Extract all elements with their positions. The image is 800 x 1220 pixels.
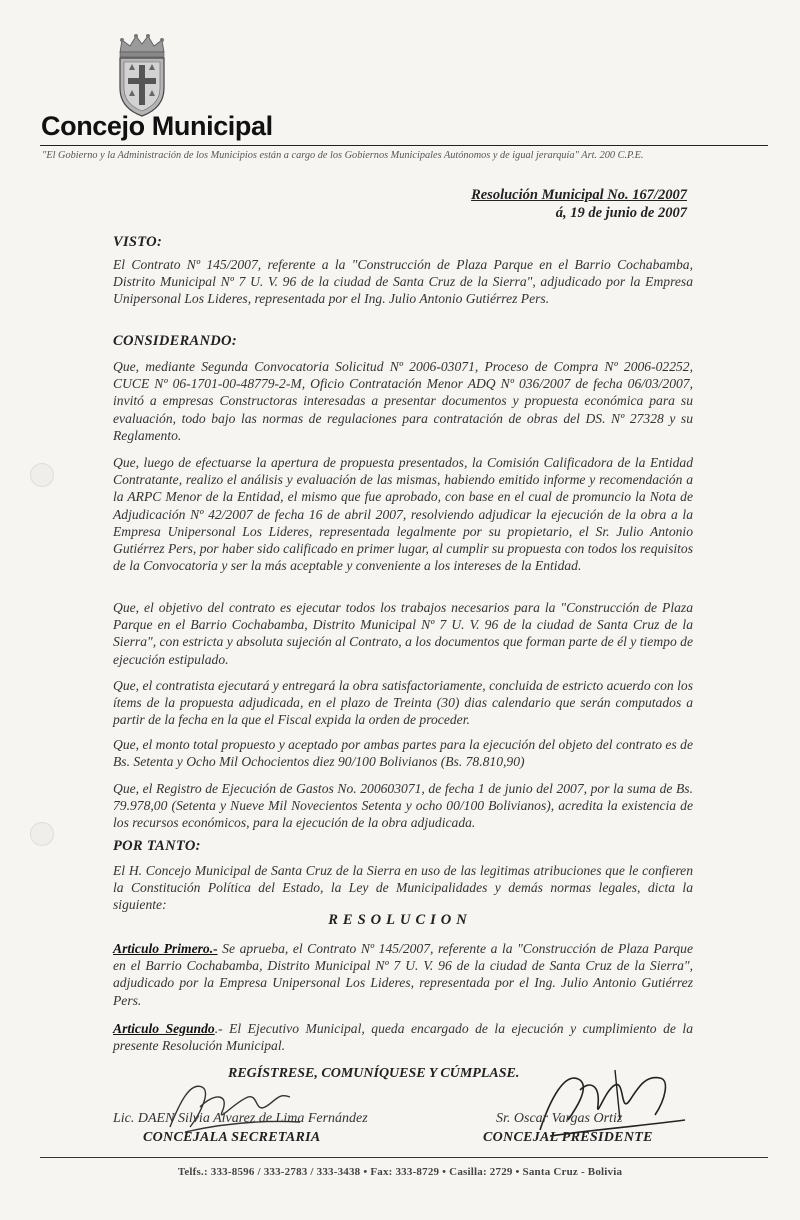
punch-hole-mark bbox=[30, 822, 54, 846]
article-first bbox=[113, 940, 693, 1009]
header-motto: "El Gobierno y la Administración de los Municipios están a cargo de los Gobiernos Municipales Autónomos y de igual jerarquía" Art. 200 C.P.E. bbox=[42, 150, 644, 161]
presidente-name: Sr. Oscar Vargas Ortiz bbox=[496, 1111, 623, 1126]
article-second bbox=[113, 1020, 693, 1054]
considerando-paragraph: Que, el contratista ejecutará y entregará la obra satisfactoriamente, concluida de estricto acuerdo con los ítems de la propuesta adjudicada, en el plazo de Treinta (30) dias calendario que serán computados a partir de la fecha en la que el Fiscal expida la orden de proceder. bbox=[113, 678, 693, 728]
visto-heading: VISTO: bbox=[113, 234, 163, 250]
considerando-paragraph: Que, el monto total propuesto y aceptado por ambas partes para la ejecución del objeto del contrato es de Bs. Setenta y Ocho Mil Ochocientos diez 90/100 Bolivianos (Bs. 78.810,90) bbox=[113, 737, 693, 770]
footer-contact: Telfs.: 333-8596 / 333-2783 / 333-3438 • Fax: 333-8729 • Casilla: 2729 • Santa Cruz - Bolivia bbox=[177, 1166, 623, 1178]
punch-hole-mark bbox=[30, 463, 54, 487]
por-tanto-heading: POR TANTO: bbox=[113, 838, 201, 854]
resolution-date: á, 19 de junio de 2007 bbox=[555, 205, 687, 221]
article-first-text: Se aprueba, el Contrato Nº 145/2007, referente a la "Construcción de Plaza Parque en el Barrio Cochabamba, Distrito Municipal Nº 7 U. V. 96 de la ciudad de Santa Cruz de la Sierra", adjudicado por la Empresa Unipersonal Los Lideres, representada por el Ing. Julio Antonio Gutiérrez Pers. bbox=[113, 941, 693, 1008]
article-first-label: Articulo Primero.- bbox=[113, 941, 218, 956]
article-second-label: Articulo Segundo bbox=[113, 1021, 215, 1036]
resolution-number: Resolución Municipal No. 167/2007 bbox=[471, 187, 687, 203]
secretaria-title: CONCEJALA SECRETARIA bbox=[143, 1130, 321, 1145]
closing-formula: REGÍSTRESE, COMUNÍQUESE Y CÚMPLASE. bbox=[228, 1066, 520, 1081]
considerando-paragraph: Que, mediante Segunda Convocatoria Solicitud Nº 2006-03071, Proceso de Compra Nº 2006-02252, CUCE Nº 06-1701-00-48779-2-M, Oficio Contratación Menor ADQ Nº 036/2007 de fecha 06/03/2007, invitó a empresas Constructoras interesadas a presentar documentos y propuesta económica para su evaluación, todo bajo las normas de regulaciones para contratación de obras del DS. Nº 27328 y su Reglamento. bbox=[113, 359, 693, 443]
secretaria-name: Lic. DAEN Silvia Alvarez de Lima Fernández bbox=[113, 1111, 368, 1126]
header-rule bbox=[40, 145, 768, 146]
article-second-text: .- El Ejecutivo Municipal, queda encargado de la ejecución y cumplimiento de la presente Resolución Municipal. bbox=[113, 1021, 693, 1054]
footer-rule bbox=[40, 1157, 768, 1158]
municipal-crest-icon bbox=[112, 32, 172, 118]
por-tanto-text: El H. Concejo Municipal de Santa Cruz de la Sierra en uso de las legitimas atribuciones que le confieren la Constitución Política del Estado, la Ley de Municipalidades y demás normas legales, dicta la siguiente: bbox=[113, 863, 693, 913]
visto-text: El Contrato Nº 145/2007, referente a la "Construcción de Plaza Parque en el Barrio Cochabamba, Distrito Municipal Nº 7 U. V. 96 de la ciudad de Santa Cruz de la Sierra", adjudicado por la Empresa Unipersonal Los Lideres, representada por el Ing. Julio Antonio Gutiérrez Pers. bbox=[113, 257, 693, 307]
considerando-heading: CONSIDERANDO: bbox=[113, 333, 237, 349]
considerando-paragraph: Que, el objetivo del contrato es ejecutar todos los trabajos necesarios para la "Construcción de Plaza Parque en el Barrio Cochabamba, Distrito Municipal Nº 7 U. V. 96 de la ciudad de Santa Cruz de la Sierra", con estricta y absoluta sujeción al Contrato, a los documentos que forman parte de él y tiempo de ejecución estipulado. bbox=[113, 600, 693, 667]
considerando-paragraph: Que, luego de efectuarse la apertura de propuesta presentados, la Comisión Calificadora de la Entidad Contratante, realizo el análisis y evaluación de las mismas, habiendo emitido informe y recomendación a la ARPC Menor de la Entidad, el mismo que fue aprobado, con base en el cual de promuncio la Nota de Adjudicación Nº 42/2007 de fecha 16 de abril 2007, resolviendo adjudicar la ejecución de la obra a la Empresa Unipersonal Los Lideres, representada legalmente por su propietario, el Sr. Julio Antonio Gutiérrez Pers, por haber sido calificado en primer lugar, al cumplir su propuesta con todos los requisitos de la Convocatoria y ser la más aceptable y conveniente a los intereses de la Entidad. bbox=[113, 455, 693, 574]
considerando-paragraph: Que, el Registro de Ejecución de Gastos No. 200603071, de fecha 1 de junio del 2007, por la suma de Bs. 79.978,00 (Setenta y Nueve Mil Novecientos Setenta y ocho 00/100 Bolivianos), acredita la existencia de los recursos económicos, para la ejecución de la obra adjudicada. bbox=[113, 781, 693, 831]
council-brand-title: Concejo Municipal bbox=[41, 111, 273, 141]
resolucion-heading: RESOLUCION bbox=[328, 912, 472, 928]
presidente-title: CONCEJAL PRESIDENTE bbox=[483, 1130, 653, 1145]
